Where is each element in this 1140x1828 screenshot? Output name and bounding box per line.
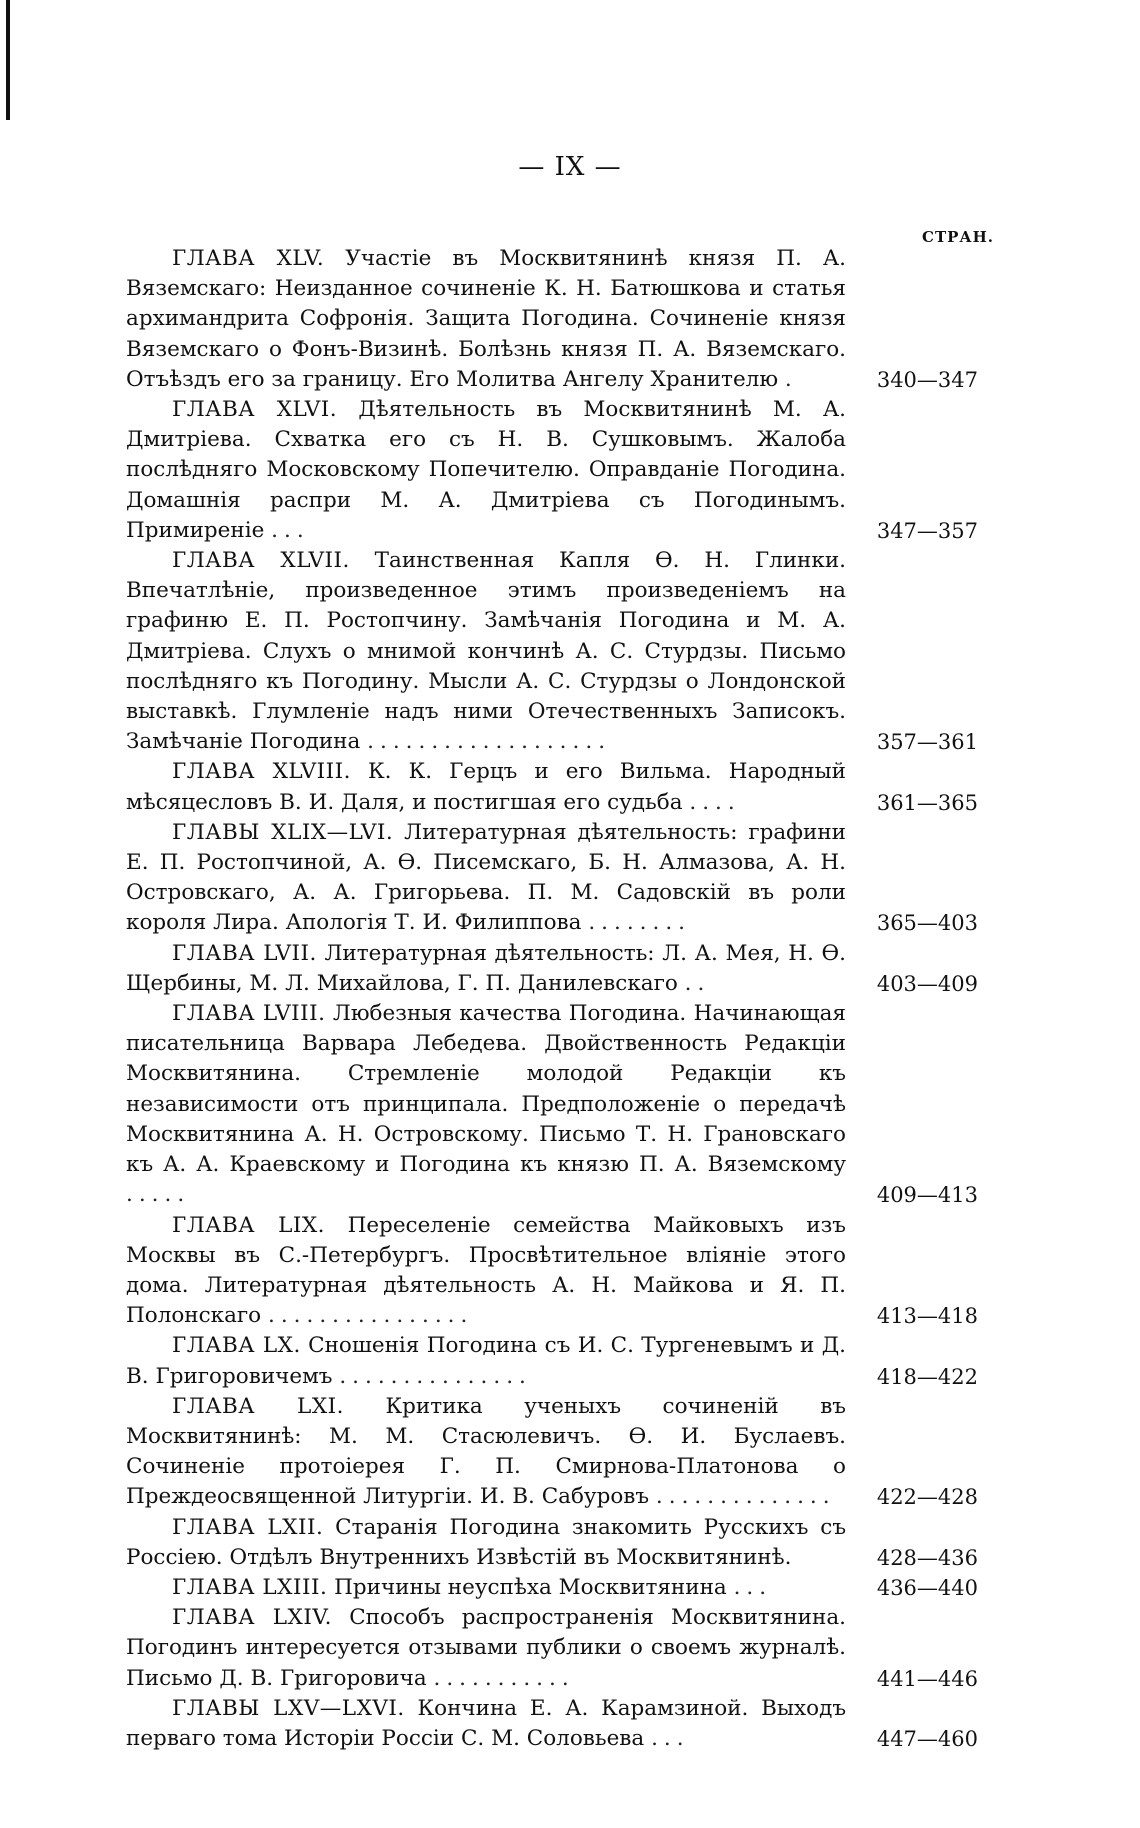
entry-description [126,1694,846,1754]
toc-entry[interactable] [126,1513,1006,1573]
page-range: 428—436 [876,1545,978,1570]
chapter-summary: Переселеніе семейства Майковыхъ изъ Москвы въ С.-Петербургъ. Просвѣтительное вліяніе этого дома. Литературная дѣятельность А. Н. Майкова и Я. П. Полонскаго [126,1212,846,1329]
leader-dots: ........... [433,1665,575,1691]
chapter-summary: Критика ученыхъ сочиненій въ Москвитянинѣ: М. М. Стасюлевичъ. Ѳ. И. Буслаевъ. Сочиненіе протоіерея Г. П. Смирнова-Платонова о Преждеосвященной Литургіи. И. В. Сабуровъ [126,1393,846,1510]
entry-description [126,1211,846,1332]
page-range: 441—446 [876,1666,978,1691]
chapter-summary: Участіе въ Москвитянинѣ князя П. А. Вяземскаго: Неизданное сочиненіе К. Н. Батюшкова и статья архимандрита Софронія. Защита Погодина. Сочиненіе князя Вяземскаго о Фонъ-Визинѣ. Болѣзнь князя П. А. Вяземскаго. Отъѣздъ его за границу. Его Молитва Ангелу Хранителю [126,246,846,392]
leader-dots: . [784,366,798,392]
pages-column-header: СТРАН. [922,228,994,246]
toc-entry[interactable] [126,546,1006,757]
leader-dots: .............. [655,1484,836,1510]
page-range: 357—361 [876,730,978,755]
page-range: 413—418 [876,1304,978,1329]
scan-edge-mark [6,0,10,120]
chapter-label: ГЛАВА LXIII. [172,1574,328,1600]
chapter-summary: Причины неуспѣха Москвитянина [334,1574,727,1600]
toc-entry[interactable] [126,1211,1006,1332]
page-range: 347—357 [876,518,978,543]
toc-entry[interactable] [126,757,1006,817]
entry-description [126,999,846,1210]
chapter-summary: Дѣятельность въ Москвитянинѣ М. А. Дмитріева. Схватка его съ Н. В. Сушковымъ. Жалоба послѣдняго Московскому Попечителю. Оправданіе Погодина. Домашнія распри М. А. Дмитріева съ Погодинымъ. Примиреніе [126,397,846,543]
chapter-label: ГЛАВА LX. [172,1333,301,1359]
entry-description [126,939,846,999]
leader-dots: ................... [367,729,612,755]
leader-dots: .... [689,789,741,815]
entry-description [126,1603,846,1694]
toc-entry[interactable] [126,244,1006,395]
toc-entry[interactable] [126,1603,1006,1694]
page-range: 418—422 [876,1364,978,1389]
chapter-summary: Способъ распространенія Москвитянина. Погодинъ интересуется отзывами публики о своемъ журналѣ. Письмо Д. В. Григоровича [126,1605,846,1691]
table-of-contents [126,244,1006,1754]
entry-description [126,818,846,939]
entry-description [126,244,846,395]
leader-dots: ........ [588,910,692,936]
entry-description [126,546,846,757]
page-range: 403—409 [876,971,978,996]
chapter-label: ГЛАВЫ LXV—LXVI. [172,1695,405,1721]
chapter-summary: Кончина Е. А. Карамзиной. Выходъ перваго тома Исторіи Россіи С. М. Соловьева [126,1695,846,1751]
chapter-label: ГЛАВА LVIII. [172,1001,326,1027]
page-range: 447—460 [876,1726,978,1751]
page-range: 340—347 [876,367,978,392]
chapter-label: ГЛАВА LIX. [172,1212,326,1238]
chapter-label: ГЛАВА LXII. [172,1514,324,1540]
entry-description [126,1331,846,1391]
leader-dots: ................ [267,1303,474,1329]
chapter-summary: Литературная дѣятельность: графини Е. П. Ростопчиной, А. Ѳ. Писемскаго, Б. Н. Алмазова, А. Н. Островскаго, А. А. Григорьева. П. М. Садовскій въ роли короля Лира. Апологія Т. И. Филиппова [126,819,846,936]
page-range: 409—413 [876,1183,978,1208]
entry-description [126,1573,846,1603]
toc-entry[interactable] [126,999,1006,1210]
chapter-label: ГЛАВА XLV. [172,246,325,271]
chapter-label: ГЛАВА XLVIII. [172,759,351,785]
entry-description [126,1513,846,1573]
chapter-summary: Любезныя качества Погодина. Начинающая писательница Варвара Лебедева. Двойственность Редакціи Москвитянина. Стремленіе молодой Редакціи къ независимости отъ принципала. Предположеніе о передачѣ Москвитянина А. Н. Островскому. Письмо Т. Н. Грановскаго къ А. А. Краевскому и Погодина къ князю П. А. Вяземскому [126,1001,846,1178]
page-range: 436—440 [876,1575,978,1600]
chapter-summary: К. К. Герцъ и его Вильма. Народный мѣсяцесловъ В. И. Даля, и постигшая его судьба [126,759,846,815]
toc-entry[interactable] [126,1694,1006,1754]
chapter-summary: Таинственная Капля Ѳ. Н. Глинки. Впечатлѣніе, произведенное этимъ произведеніемъ на графиню Е. П. Ростопчину. Замѣчанія Погодина и М. А. Дмитріева. Слухъ о мнимой кончинѣ А. С. Стурдзы. Письмо послѣдняго къ Погодину. Мысли А. С. Стурдзы о Лондонской выставкѣ. Глумленіе надъ ними Отечественныхъ Записокъ. Замѣчаніе Погодина [126,548,846,755]
page-range: 361—365 [876,790,978,815]
leader-dots: ..... [126,1182,191,1208]
toc-entry[interactable] [126,1392,1006,1513]
chapter-label: ГЛАВА LXIV. [172,1605,332,1631]
leader-dots: ............... [339,1363,532,1389]
page-range: 422—428 [876,1485,978,1510]
page-number: — IX — [518,152,622,182]
entry-description [126,395,846,546]
leader-dots: ... [651,1725,690,1751]
chapter-summary: Литературная дѣятельность: Л. А. Мея, Н. Ѳ. Щербины, М. Л. Михайловa, Г. П. Данилевскаго [126,940,846,996]
leader-dots: .. [684,970,711,996]
entry-description [126,757,846,817]
leader-dots: ... [733,1574,773,1600]
chapter-label: ГЛАВА XLVII. [172,548,350,574]
toc-entry[interactable] [126,1573,1006,1603]
page-range: 365—403 [876,911,978,936]
chapter-summary: Сношенія Погодина съ И. С. Тургеневымъ и Д. В. Григоровичемъ [126,1333,846,1389]
leader-dots: ... [271,517,310,543]
toc-entry[interactable] [126,1331,1006,1391]
entry-description [126,1392,846,1513]
chapter-label: ГЛАВА XLVI. [172,397,338,423]
chapter-label: ГЛАВА LXI. [172,1393,344,1419]
toc-entry[interactable] [126,818,1006,939]
toc-entry[interactable] [126,395,1006,546]
chapter-label: ГЛАВЫ XLIX—LVI. [172,819,394,845]
toc-entry[interactable] [126,939,1006,999]
chapter-label: ГЛАВА LVII. [172,940,317,966]
chapter-summary: Старанія Погодина знакомить Русскихъ съ Россіею. Отдѣлъ Внутреннихъ Извѣстій въ Москвитянинѣ. [126,1514,846,1570]
